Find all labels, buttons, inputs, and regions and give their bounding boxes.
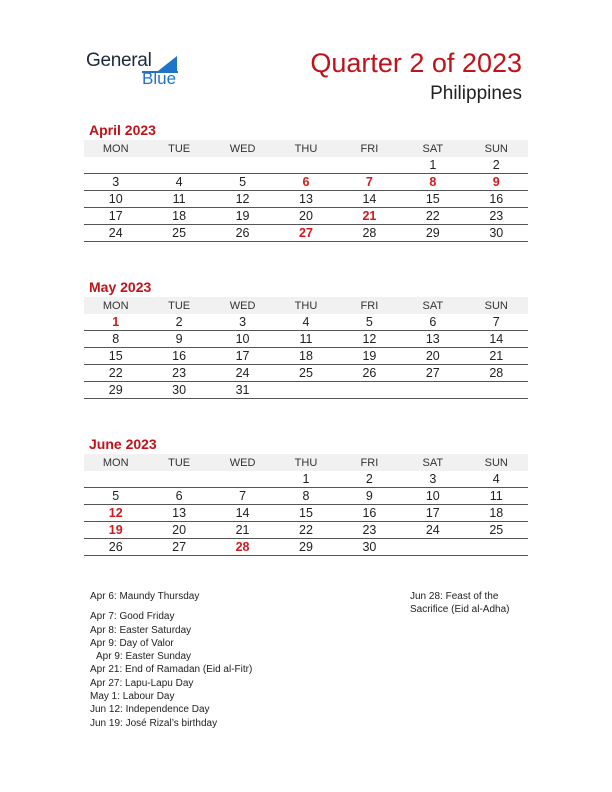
day-cell: 26: [211, 225, 274, 242]
holiday-note: Apr 21: End of Ramadan (Eid al-Fitr): [90, 664, 253, 676]
day-cell: 14: [338, 191, 401, 208]
weekday-header: SUN: [465, 454, 528, 471]
day-cell: 1: [274, 471, 337, 488]
day-cell: 30: [465, 225, 528, 242]
week-row: [84, 382, 528, 399]
weekday-header: SUN: [465, 297, 528, 314]
day-cell: 24: [401, 522, 464, 539]
week-row: [84, 488, 528, 505]
weekday-header: TUE: [147, 454, 210, 471]
week-row: [84, 191, 528, 208]
day-cell: 5: [338, 314, 401, 331]
day-cell: [274, 382, 337, 399]
day-cell: 18: [465, 505, 528, 522]
month-title: May 2023: [89, 279, 152, 295]
day-cell: 8: [401, 174, 464, 191]
holiday-notes-right: [410, 590, 520, 617]
holiday-note: Apr 7: Good Friday: [90, 611, 175, 623]
generalblue-logo: [86, 50, 196, 90]
day-cell: 29: [401, 225, 464, 242]
day-cell: 13: [401, 331, 464, 348]
page-title: Quarter 2 of 2023: [310, 48, 522, 78]
day-cell: 25: [465, 522, 528, 539]
weekday-header: FRI: [338, 140, 401, 157]
day-cell: 3: [211, 314, 274, 331]
weekday-header: FRI: [338, 297, 401, 314]
day-cell: 9: [147, 331, 210, 348]
day-cell: [338, 382, 401, 399]
day-cell: [147, 471, 210, 488]
country-name: Philippines: [430, 83, 522, 104]
week-row: [84, 522, 528, 539]
day-cell: 4: [465, 471, 528, 488]
weekday-header: FRI: [338, 454, 401, 471]
day-cell: 26: [338, 365, 401, 382]
day-cell: 17: [401, 505, 464, 522]
day-cell: 12: [84, 505, 147, 522]
month-block: [84, 436, 528, 556]
day-cell: 28: [211, 539, 274, 556]
month-block: [84, 122, 528, 242]
day-cell: [84, 471, 147, 488]
day-cell: 8: [84, 331, 147, 348]
holiday-note: Jun 28: Feast of the: [410, 591, 499, 602]
day-cell: 27: [401, 365, 464, 382]
holiday-note: May 1: Labour Day: [90, 691, 175, 703]
day-cell: 22: [274, 522, 337, 539]
day-cell: [147, 157, 210, 174]
week-row: [84, 225, 528, 242]
weekday-header: MON: [84, 140, 147, 157]
week-row: [84, 471, 528, 488]
day-cell: 19: [84, 522, 147, 539]
month-grid: [84, 454, 528, 556]
weekday-header: SUN: [465, 140, 528, 157]
day-cell: 13: [147, 505, 210, 522]
holiday-note: Jun 12: Independence Day: [90, 704, 210, 716]
day-cell: 6: [401, 314, 464, 331]
weekday-header-row: [84, 297, 528, 314]
day-cell: 25: [274, 365, 337, 382]
day-cell: 7: [338, 174, 401, 191]
day-cell: [465, 539, 528, 556]
weekday-header: WED: [211, 297, 274, 314]
day-cell: 29: [84, 382, 147, 399]
week-row: [84, 174, 528, 191]
day-cell: 29: [274, 539, 337, 556]
week-row: [84, 348, 528, 365]
day-cell: 9: [338, 488, 401, 505]
day-cell: 18: [274, 348, 337, 365]
day-cell: [401, 382, 464, 399]
day-cell: [211, 471, 274, 488]
day-cell: 21: [211, 522, 274, 539]
weekday-header: THU: [274, 454, 337, 471]
day-cell: 28: [465, 365, 528, 382]
day-cell: 28: [338, 225, 401, 242]
day-cell: 15: [84, 348, 147, 365]
day-cell: 14: [465, 331, 528, 348]
day-cell: [401, 539, 464, 556]
month-title: June 2023: [89, 436, 157, 452]
logo-word-general: General: [86, 50, 152, 71]
day-cell: 4: [147, 174, 210, 191]
day-cell: 16: [338, 505, 401, 522]
day-cell: [465, 382, 528, 399]
day-cell: 15: [274, 505, 337, 522]
day-cell: [84, 157, 147, 174]
day-cell: 23: [465, 208, 528, 225]
day-cell: 11: [147, 191, 210, 208]
holiday-note: Apr 9: Day of Valor: [90, 637, 174, 649]
day-cell: 17: [84, 208, 147, 225]
week-row: [84, 539, 528, 556]
day-cell: 7: [465, 314, 528, 331]
day-cell: 6: [274, 174, 337, 191]
day-cell: 26: [84, 539, 147, 556]
day-cell: 20: [274, 208, 337, 225]
day-cell: 21: [465, 348, 528, 365]
holiday-note: Apr 27: Lapu-Lapu Day: [90, 677, 194, 689]
day-cell: 5: [84, 488, 147, 505]
day-cell: 3: [84, 174, 147, 191]
week-row: [84, 331, 528, 348]
day-cell: 10: [211, 331, 274, 348]
day-cell: 25: [147, 225, 210, 242]
day-cell: 23: [147, 365, 210, 382]
day-cell: 5: [211, 174, 274, 191]
week-row: [84, 157, 528, 174]
holiday-note: Sacrifice (Eid al-Adha): [410, 604, 510, 616]
day-cell: 20: [401, 348, 464, 365]
day-cell: 10: [401, 488, 464, 505]
weekday-header: THU: [274, 297, 337, 314]
week-row: [84, 208, 528, 225]
day-cell: 27: [147, 539, 210, 556]
day-cell: 1: [401, 157, 464, 174]
week-row: [84, 505, 528, 522]
day-cell: 9: [465, 174, 528, 191]
month-block: [84, 279, 528, 399]
holiday-note: Apr 8: Easter Saturday: [90, 624, 192, 636]
weekday-header: SAT: [401, 454, 464, 471]
day-cell: 24: [84, 225, 147, 242]
day-cell: 31: [211, 382, 274, 399]
day-cell: 14: [211, 505, 274, 522]
day-cell: 6: [147, 488, 210, 505]
day-cell: 7: [211, 488, 274, 505]
day-cell: 12: [338, 331, 401, 348]
day-cell: 19: [211, 208, 274, 225]
weekday-header: TUE: [147, 297, 210, 314]
day-cell: 2: [338, 471, 401, 488]
day-cell: 21: [338, 208, 401, 225]
day-cell: 12: [211, 191, 274, 208]
day-cell: 23: [338, 522, 401, 539]
holiday-note: Jun 19: José Rizal’s birthday: [90, 717, 218, 729]
logo-word-blue: Blue: [142, 69, 177, 88]
day-cell: 1: [84, 314, 147, 331]
day-cell: 16: [465, 191, 528, 208]
month-title: April 2023: [89, 122, 156, 138]
day-cell: 13: [274, 191, 337, 208]
weekday-header: WED: [211, 140, 274, 157]
weekday-header: MON: [84, 454, 147, 471]
day-cell: 27: [274, 225, 337, 242]
day-cell: 30: [147, 382, 210, 399]
notes-spacer: [90, 603, 252, 610]
month-grid: [84, 297, 528, 399]
weekday-header-row: [84, 454, 528, 471]
day-cell: [338, 157, 401, 174]
day-cell: 18: [147, 208, 210, 225]
weekday-header: SAT: [401, 297, 464, 314]
week-row: [84, 314, 528, 331]
day-cell: 3: [401, 471, 464, 488]
month-grid: [84, 140, 528, 242]
weekday-header: TUE: [147, 140, 210, 157]
day-cell: 16: [147, 348, 210, 365]
day-cell: 10: [84, 191, 147, 208]
weekday-header: THU: [274, 140, 337, 157]
day-cell: 4: [274, 314, 337, 331]
day-cell: 2: [147, 314, 210, 331]
day-cell: 20: [147, 522, 210, 539]
holiday-note: Apr 6: Maundy Thursday: [90, 591, 200, 602]
day-cell: [211, 157, 274, 174]
holiday-note: Apr 9: Easter Sunday: [96, 651, 192, 663]
week-row: [84, 365, 528, 382]
weekday-header-row: [84, 140, 528, 157]
day-cell: 8: [274, 488, 337, 505]
day-cell: 19: [338, 348, 401, 365]
weekday-header: MON: [84, 297, 147, 314]
weekday-header: WED: [211, 454, 274, 471]
holiday-notes: [90, 590, 252, 730]
day-cell: 22: [84, 365, 147, 382]
day-cell: [274, 157, 337, 174]
day-cell: 22: [401, 208, 464, 225]
day-cell: 2: [465, 157, 528, 174]
weekday-header: SAT: [401, 140, 464, 157]
day-cell: 15: [401, 191, 464, 208]
day-cell: 24: [211, 365, 274, 382]
day-cell: 17: [211, 348, 274, 365]
day-cell: 11: [274, 331, 337, 348]
day-cell: 11: [465, 488, 528, 505]
day-cell: 30: [338, 539, 401, 556]
